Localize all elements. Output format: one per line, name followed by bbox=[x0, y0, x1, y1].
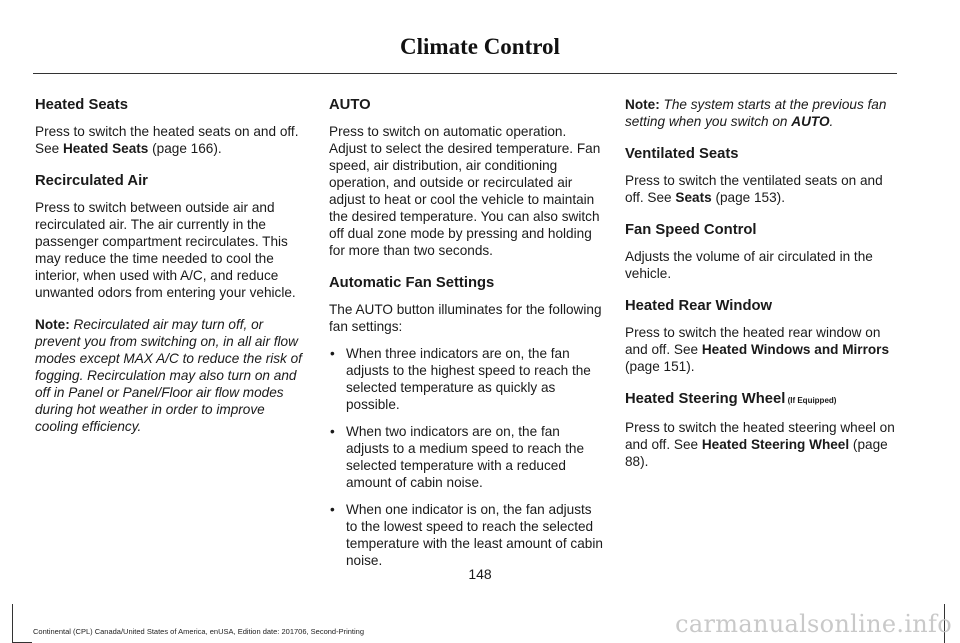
heated-rear-window-heading: Heated Rear Window bbox=[625, 298, 773, 314]
column-2 bbox=[329, 96, 603, 579]
heated-windows-mirrors-link[interactable]: Heated Windows and Mirrors bbox=[701, 342, 890, 357]
automatic-fan-intro: The AUTO button illuminates for the following fan settings: bbox=[329, 302, 602, 334]
recirculated-air-note bbox=[35, 316, 309, 435]
ventilated-seats-paragraph bbox=[625, 172, 899, 206]
steering-wheel-page-ref: (page 88). bbox=[625, 437, 888, 469]
list-item: • When one indicator is on, the fan adjusts to the lowest speed to reach the selected temperature with the least amount of cabin noise. bbox=[329, 501, 603, 569]
header-rule bbox=[33, 73, 897, 74]
list-item: • When two indicators are on, the fan adjusts to a medium speed to reach the selected temperature with a reduced amount of cabin noise. bbox=[329, 423, 603, 491]
ventilated-seats-text: Press to switch the ventilated seats on and off. See bbox=[625, 173, 883, 205]
note-text: Recirculated air may turn off, or prevent you from switching on, in all air flow modes except MAX A/C to reduce the risk of fogging. Recirculation may also turn on and off in Panel or Panel/Floor air flow modes during hot weather in order to improve cooling efficiency. bbox=[35, 317, 302, 434]
heated-steering-wheel-heading bbox=[625, 390, 899, 410]
note-end: . bbox=[829, 114, 834, 129]
recirculated-air-heading: Recirculated Air bbox=[35, 173, 148, 189]
note-label: Note: bbox=[625, 97, 660, 112]
crop-mark-left bbox=[12, 604, 13, 643]
automatic-fan-settings-heading: Automatic Fan Settings bbox=[329, 275, 495, 291]
heated-seats-link[interactable]: Heated Seats bbox=[62, 141, 149, 156]
heated-steering-wheel-link[interactable]: Heated Steering Wheel bbox=[701, 437, 850, 452]
heated-seats-paragraph bbox=[35, 123, 309, 157]
column-1 bbox=[35, 96, 309, 450]
fan-speed-heading: Fan Speed Control bbox=[625, 222, 757, 238]
auto-paragraph: Press to switch on automatic operation. Adjust to select the desired temperature. Fan speed, air distribution, air conditioning operation, and outside or recirculated air adjust to heat or cool the vehicle to maintain the desired temperature. You can also switch off dual zone mode by pressing and holding for more than two seconds. bbox=[329, 124, 601, 258]
note-auto-word: AUTO bbox=[791, 114, 830, 129]
seats-link[interactable]: Seats bbox=[675, 190, 712, 205]
rear-window-page-ref: (page 151). bbox=[625, 359, 695, 374]
watermark: carmanualsonline.info bbox=[675, 610, 952, 638]
note-label: Note: bbox=[35, 317, 70, 332]
note-text: The system starts at the previous fan setting when you switch on bbox=[625, 97, 887, 129]
auto-heading: AUTO bbox=[329, 97, 371, 113]
fan-speed-paragraph: Adjusts the volume of air circulated in the vehicle. bbox=[625, 249, 873, 281]
steering-wheel-text: Press to switch the heated steering wheel on and off. See bbox=[625, 420, 895, 452]
fan-settings-list bbox=[329, 345, 603, 569]
heated-seats-page-ref: (page 166). bbox=[148, 141, 222, 156]
heated-seats-text: Press to switch the heated seats on and off. See bbox=[35, 124, 299, 156]
ventilated-seats-heading: Ventilated Seats bbox=[625, 146, 739, 162]
list-item: • When three indicators are on, the fan adjusts to the highest speed to reach the selected temperature as quickly as possible. bbox=[329, 345, 603, 413]
heated-seats-heading: Heated Seats bbox=[35, 97, 128, 113]
auto-note bbox=[625, 96, 899, 130]
heated-rear-window-paragraph bbox=[625, 324, 899, 375]
recirculated-air-paragraph: Press to switch between outside air and recirculated air. The air currently in the passenger compartment recirculates. This may reduce the time needed to cool the interior, when used with A/C, and reduce unwanted odors from entering your vehicle. bbox=[35, 200, 296, 300]
ventilated-seats-page-ref: (page 153). bbox=[711, 190, 785, 205]
footer-edition-text: Continental (CPL) Canada/United States of America, enUSA, Edition date: 201706, Second-Printing bbox=[33, 627, 365, 636]
if-equipped-suffix: (If Equipped) bbox=[785, 396, 837, 405]
page-number: 148 bbox=[468, 566, 492, 582]
rear-window-text: Press to switch the heated rear window on and off. See bbox=[625, 325, 881, 357]
heated-steering-wheel-title: Heated Steering Wheel bbox=[625, 391, 786, 407]
heated-steering-wheel-paragraph bbox=[625, 419, 899, 470]
column-3 bbox=[625, 96, 899, 485]
page-header-title: Climate Control bbox=[400, 34, 560, 59]
